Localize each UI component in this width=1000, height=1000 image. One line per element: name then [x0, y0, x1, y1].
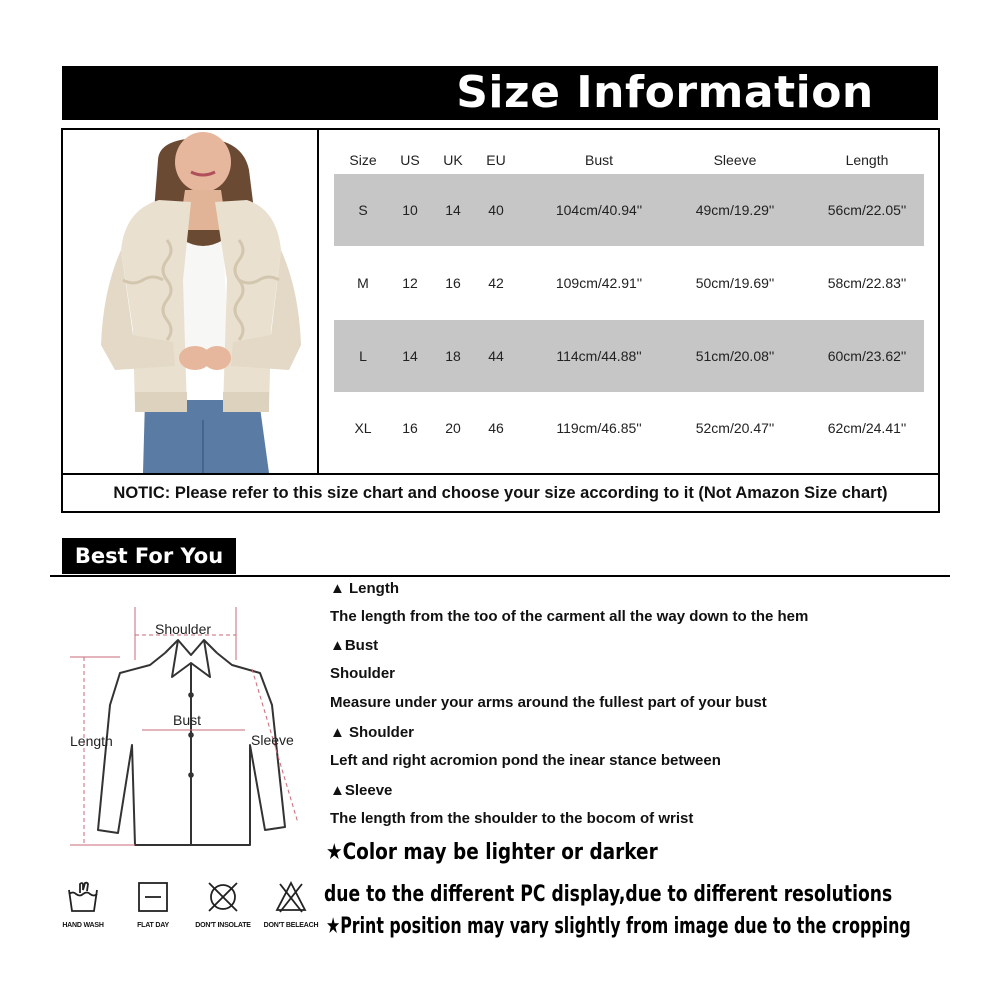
title-bar	[62, 66, 938, 120]
size-chart-box	[61, 128, 940, 513]
col-sleeve: Sleeve	[713, 152, 757, 168]
section-divider	[50, 575, 950, 577]
table-cell: 40	[488, 202, 504, 218]
care-label: FLAT DAY	[137, 922, 169, 929]
bust-heading: ▲Bust	[330, 637, 379, 654]
table-cell: 56cm/22.05''	[827, 202, 907, 218]
hand-wash-icon	[66, 880, 100, 914]
table-cell: 14	[402, 348, 418, 364]
label-sleeve: Sleeve	[251, 732, 294, 748]
table-cell: 62cm/24.41''	[827, 420, 907, 436]
table-cell: 114cm/44.88''	[556, 348, 642, 364]
display-note: due to the different PC display,due to different resolutions	[324, 882, 893, 907]
shoulder-description: Left and right acromion pond the inear stance between	[330, 752, 721, 769]
color-note: ★Color may be lighter or darker	[326, 840, 658, 865]
sleeve-description: The length from the shoulder to the bocom of wrist	[330, 810, 694, 827]
table-cell: 51cm/20.08''	[695, 348, 775, 364]
table-cell: S	[358, 202, 368, 218]
table-cell: 119cm/46.85''	[556, 420, 642, 436]
table-cell: 49cm/19.29''	[695, 202, 775, 218]
table-cell: 109cm/42.91''	[555, 275, 643, 291]
table-cell: XL	[354, 420, 372, 436]
table-cell: 50cm/19.69''	[695, 275, 775, 291]
table-cell: 58cm/22.83''	[827, 275, 907, 291]
sleeve-heading: ▲Sleeve	[330, 782, 393, 799]
table-cell: 16	[445, 275, 461, 291]
model-cardigan-illustration	[63, 130, 317, 473]
label-length: Length	[70, 733, 113, 749]
table-cell: 16	[402, 420, 418, 436]
measurement-diagram	[60, 595, 320, 865]
care-label: DON'T BELEACH	[263, 922, 319, 929]
col-uk: UK	[443, 152, 463, 168]
table-cell: 12	[402, 275, 418, 291]
table-cell: L	[359, 348, 367, 364]
size-table	[319, 130, 938, 473]
table-cell: 52cm/20.47''	[695, 420, 775, 436]
table-cell: 104cm/40.94''	[555, 202, 643, 218]
length-description: The length from the too of the carment all the way down to the hem	[330, 608, 809, 625]
size-notice: NOTIC: Please refer to this size chart and choose your size according to it (Not Amazon Size chart)	[63, 473, 938, 511]
col-length: Length	[845, 152, 889, 168]
do-not-bleach-icon	[274, 880, 308, 914]
length-heading: ▲ Length	[330, 580, 400, 597]
model-photo	[63, 130, 319, 473]
table-cell: 18	[445, 348, 461, 364]
table-cell: M	[357, 275, 369, 291]
label-bust: Bust	[173, 712, 202, 728]
table-cell: 44	[488, 348, 504, 364]
table-cell: 46	[488, 420, 504, 436]
label-shoulder: Shoulder	[155, 621, 212, 637]
care-label: DON'T INSOLATE	[195, 922, 251, 929]
col-us: US	[400, 152, 420, 168]
table-cell: 14	[445, 202, 461, 218]
do-not-insolate-icon	[206, 880, 240, 914]
care-hand-wash	[48, 880, 118, 929]
table-cell: 20	[445, 420, 461, 436]
table-cell: 42	[488, 275, 504, 291]
flat-dry-icon	[136, 880, 170, 914]
care-do-not-bleach	[256, 880, 326, 929]
best-for-you-heading: Best For You	[62, 538, 236, 574]
care-flat-dry	[118, 880, 188, 929]
care-do-not-insolate	[188, 880, 258, 929]
shoulder-heading: ▲ Shoulder	[330, 724, 415, 741]
col-eu: EU	[486, 152, 506, 168]
table-cell: 60cm/23.62''	[827, 348, 907, 364]
bust-subheading: Shoulder	[330, 665, 396, 682]
col-size: Size	[349, 152, 377, 168]
bust-description: Measure under your arms around the fullest part of your bust	[330, 694, 767, 711]
page-title: Size Information	[456, 67, 874, 118]
print-note: ★Print position may vary slightly from image due to the cropping	[326, 914, 911, 939]
col-bust: Bust	[584, 152, 613, 168]
care-label: HAND WASH	[62, 922, 104, 929]
table-cell: 10	[402, 202, 418, 218]
